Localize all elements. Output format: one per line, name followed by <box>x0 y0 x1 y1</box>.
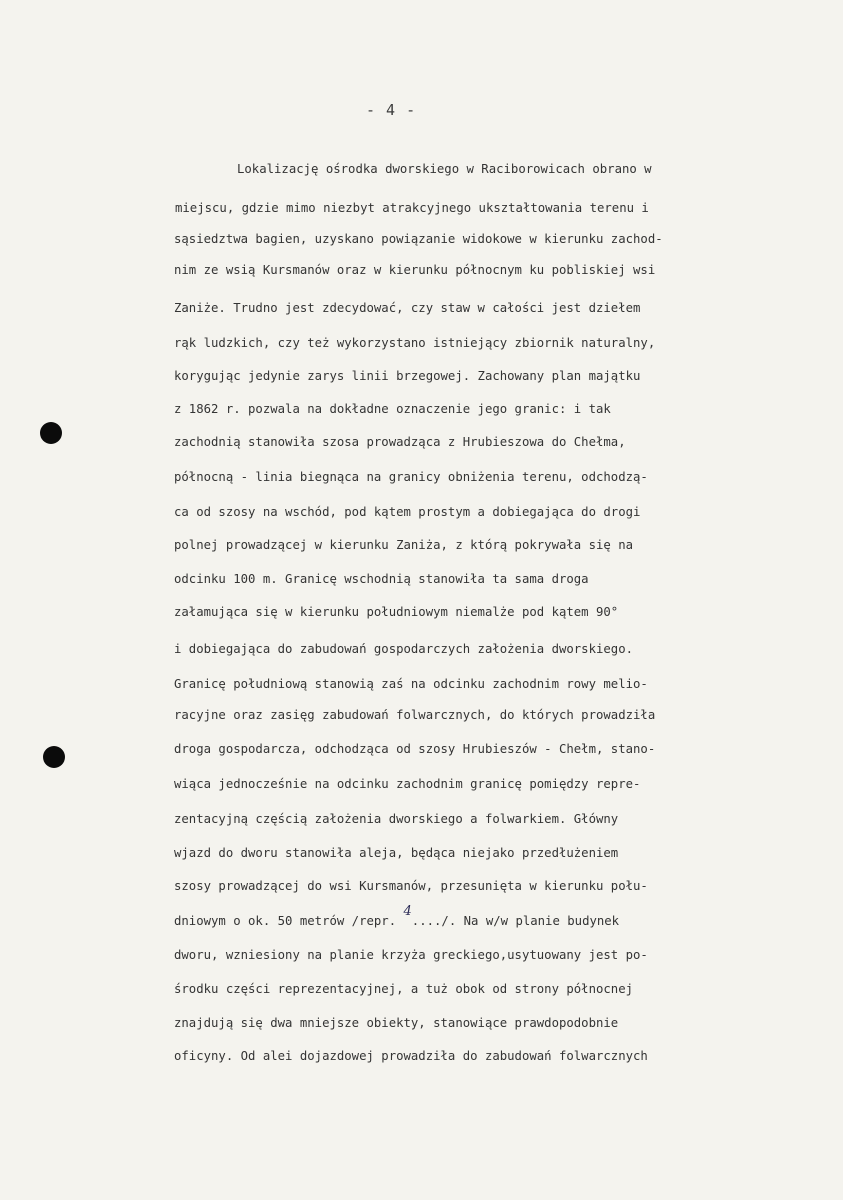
page-number: - 4 - <box>366 101 417 119</box>
text-line: wiąca jednocześnie na odcinku zachodnim granicę pomiędzy repre- <box>174 777 641 791</box>
text-line-head: dniowym o ok. 50 metrów /repr. <box>174 914 404 928</box>
text-line: sąsiedztwa bagien, uzyskano powiązanie widokowe w kierunku zachod- <box>174 232 663 246</box>
text-line: północną - linia biegnąca na granicy obniżenia terenu, odchodzą- <box>174 470 648 484</box>
text-line: nim ze wsią Kursmanów oraz w kierunku północnym ku pobliskiej wsi <box>174 263 656 277</box>
text-line: Granicę południową stanowią zaś na odcinku zachodnim rowy melio- <box>174 677 648 691</box>
text-line: zachodnią stanowiła szosa prowadząca z Hrubieszowa do Chełma, <box>174 435 626 449</box>
text-line <box>174 904 620 930</box>
text-line: i dobiegająca do zabudowań gospodarczych założenia dworskiego. <box>174 642 634 656</box>
text-line: znajdują się dwa mniejsze obiekty, stanowiące prawdopodobnie <box>174 1016 619 1030</box>
text-line: polnej prowadzącej w kierunku Zaniża, z którą pokrywała się na <box>174 538 634 552</box>
text-line: Zaniże. Trudno jest zdecydować, czy staw w całości jest dziełem <box>174 301 641 315</box>
text-line: droga gospodarcza, odchodząca od szosy Hrubieszów - Chełm, stano- <box>174 742 656 756</box>
text-line: z 1862 r. pozwala na dokładne oznaczenie jego granic: i tak <box>174 402 611 416</box>
text-line: załamująca się w kierunku południowym niemalże pod kątem 90° <box>174 605 619 619</box>
text-line: Lokalizację ośrodka dworskiego w Raciborowicach obrano w <box>237 162 652 176</box>
handwritten-reproduction-number: 4 <box>403 904 412 919</box>
text-line: szosy prowadzącej do wsi Kursmanów, przesunięta w kierunku połu- <box>174 879 648 893</box>
text-line-tail: ..../. Na w/w planie budynek <box>411 914 620 928</box>
punch-hole-bottom <box>43 746 65 768</box>
text-line: racyjne oraz zasięg zabudowań folwarcznych, do których prowadziła <box>174 708 656 722</box>
text-line: wjazd do dworu stanowiła aleja, będąca niejako przedłużeniem <box>174 846 619 860</box>
text-line: odcinku 100 m. Granicę wschodnią stanowiła ta sama droga <box>174 572 589 586</box>
text-line: zentacyjną częścią założenia dworskiego a folwarkiem. Główny <box>174 812 619 826</box>
text-line: oficyny. Od alei dojazdowej prowadziła do zabudowań folwarcznych <box>174 1049 648 1063</box>
punch-hole-top <box>40 422 62 444</box>
text-line: rąk ludzkich, czy też wykorzystano istniejący zbiornik naturalny, <box>174 336 656 350</box>
text-line: korygując jedynie zarys linii brzegowej. Zachowany plan majątku <box>174 369 641 383</box>
text-line: ca od szosy na wschód, pod kątem prostym a dobiegająca do drogi <box>174 505 641 519</box>
text-line: dworu, wzniesiony na planie krzyża greckiego,usytuowany jest po- <box>174 948 648 962</box>
text-line: miejscu, gdzie mimo niezbyt atrakcyjnego ukształtowania terenu i <box>175 201 649 215</box>
text-line: środku części reprezentacyjnej, a tuż obok od strony północnej <box>174 982 634 996</box>
